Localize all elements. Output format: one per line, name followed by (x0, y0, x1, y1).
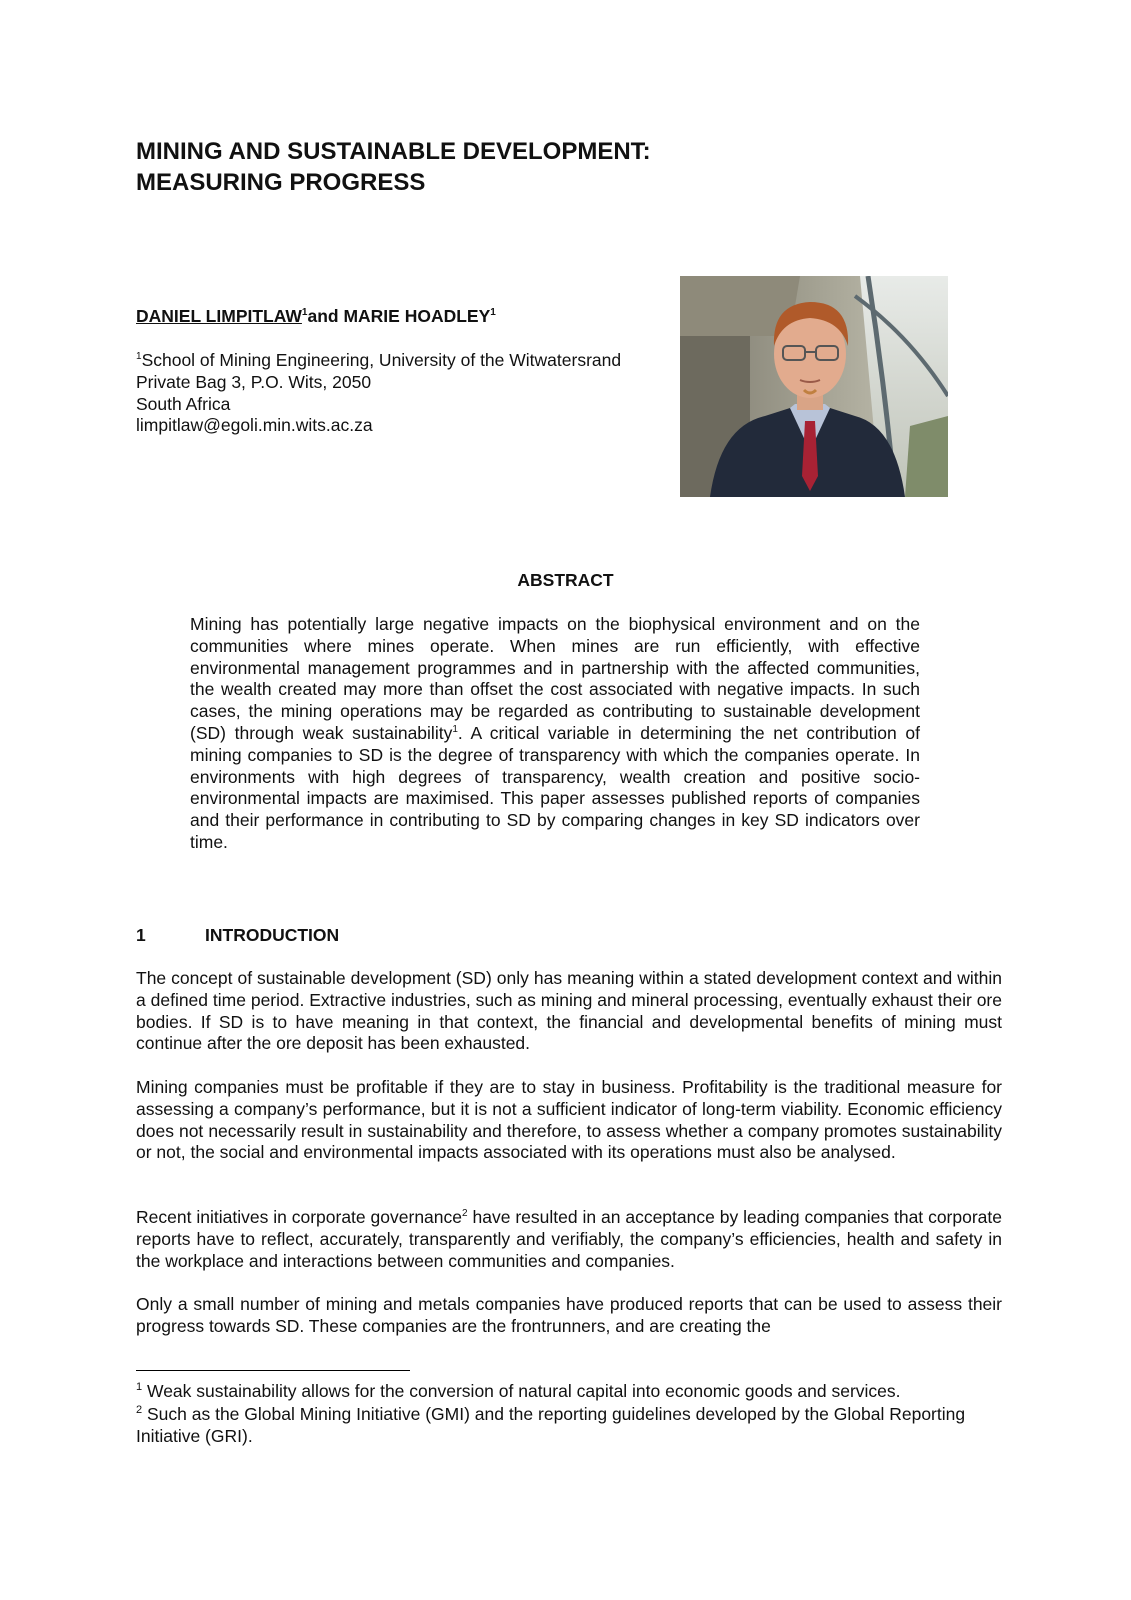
paragraph-3-part-1: Recent initiatives in corporate governance (136, 1207, 463, 1227)
footnote-1-mark: 1 (136, 1381, 143, 1394)
footnote-1-text: Weak sustainability allows for the conversion of natural capital into economic goods and services. (142, 1381, 901, 1401)
abstract-heading: ABSTRACT (517, 570, 614, 590)
author-line (136, 305, 496, 327)
author-2-affil-mark: 1 (490, 307, 496, 319)
section-number: 1 (136, 925, 146, 945)
footnote-2 (136, 1404, 1002, 1448)
abstract-footnote-mark: 1 (452, 724, 458, 736)
paragraph-2: Mining companies must be profitable if they are to stay in business. Profitability is the traditional measure for assessing a company’s performance, but it is not a sufficient indicator of long-term viability. Economic efficiency does not necessarily result in sustainability and therefore, to assess whether a company promotes sustainability or not, the social and environmental impacts associated with its operations must also be analysed. (136, 1077, 1002, 1163)
paragraph-3-footnote-mark: 2 (462, 1208, 468, 1220)
author-1-affil-mark: 1 (301, 307, 308, 319)
footnote-separator (136, 1370, 410, 1371)
footnote-2-mark: 2 (136, 1404, 143, 1417)
abstract-text (190, 614, 920, 854)
paragraph-3-part-2: have resulted in an acceptance by leading companies that corporate reports have to reflect, accurately, transparently and verifiably, the company’s efficiencies, health and safety in the workplace and interactions between communities and companies. (136, 1207, 1002, 1271)
abstract-text-part-1: Mining has potentially large negative impacts on the biophysical environment and on the communities where mines operate. When mines are run efficiently, with effective environmental management programmes and in partnership with the affected communities, the wealth created may more than offset the cost associated with negative impacts. In such cases, the mining operations may be regarded as contributing to sustainable development (SD) through weak sustainability (190, 614, 920, 743)
author-email: limpitlaw@egoli.min.wits.ac.za (136, 415, 373, 436)
affiliation-line-3: South Africa (136, 393, 231, 414)
title-line-1: MINING AND SUSTAINABLE DEVELOPMENT: (136, 138, 651, 165)
paragraph-3 (136, 1207, 1002, 1272)
footnote-1 (136, 1381, 1002, 1403)
author-photo (680, 276, 948, 497)
affiliation-line-1: School of Mining Engineering, University of the Witwatersrand (141, 350, 622, 370)
footnote-2-text: Such as the Global Mining Initiative (GMI) and the reporting guidelines developed by the Global Reporting Initiative (GRI). (136, 1404, 966, 1446)
paragraph-4: Only a small number of mining and metals companies have produced reports that can be used to assess their progress towards SD. These companies are the frontrunners, and are creating the (136, 1294, 1002, 1336)
abstract-text-part-2: . A critical variable in determining the net contribution of mining companies to SD is the degree of transparency with which the companies operate. In environments with high degrees of transparency, wealth creation and positive socio-environmental impacts are maximised. This paper assesses published reports of companies and their performance in contributing to SD by comparing changes in key SD indicators over time. (190, 722, 921, 852)
author-connector: and MARIE HOADLEY (307, 306, 491, 326)
paragraph-1: The concept of sustainable development (SD) only has meaning within a stated development context and within a defined time period. Extractive industries, such as mining and mineral processing, eventually exhaust their ore bodies. If SD is to have meaning in that context, the financial and developmental benefits of mining must continue after the ore deposit has been exhausted. (136, 968, 1002, 1054)
affiliation-line-2: Private Bag 3, P.O. Wits, 2050 (136, 371, 372, 392)
affiliation-mark: 1 (136, 351, 142, 363)
section-title: INTRODUCTION (205, 925, 340, 945)
section-heading (136, 925, 339, 946)
affiliation-block (136, 350, 621, 437)
author-1: DANIEL LIMPITLAW (136, 306, 302, 326)
title-line-2: MEASURING PROGRESS (136, 169, 426, 196)
paper-title (136, 136, 651, 198)
